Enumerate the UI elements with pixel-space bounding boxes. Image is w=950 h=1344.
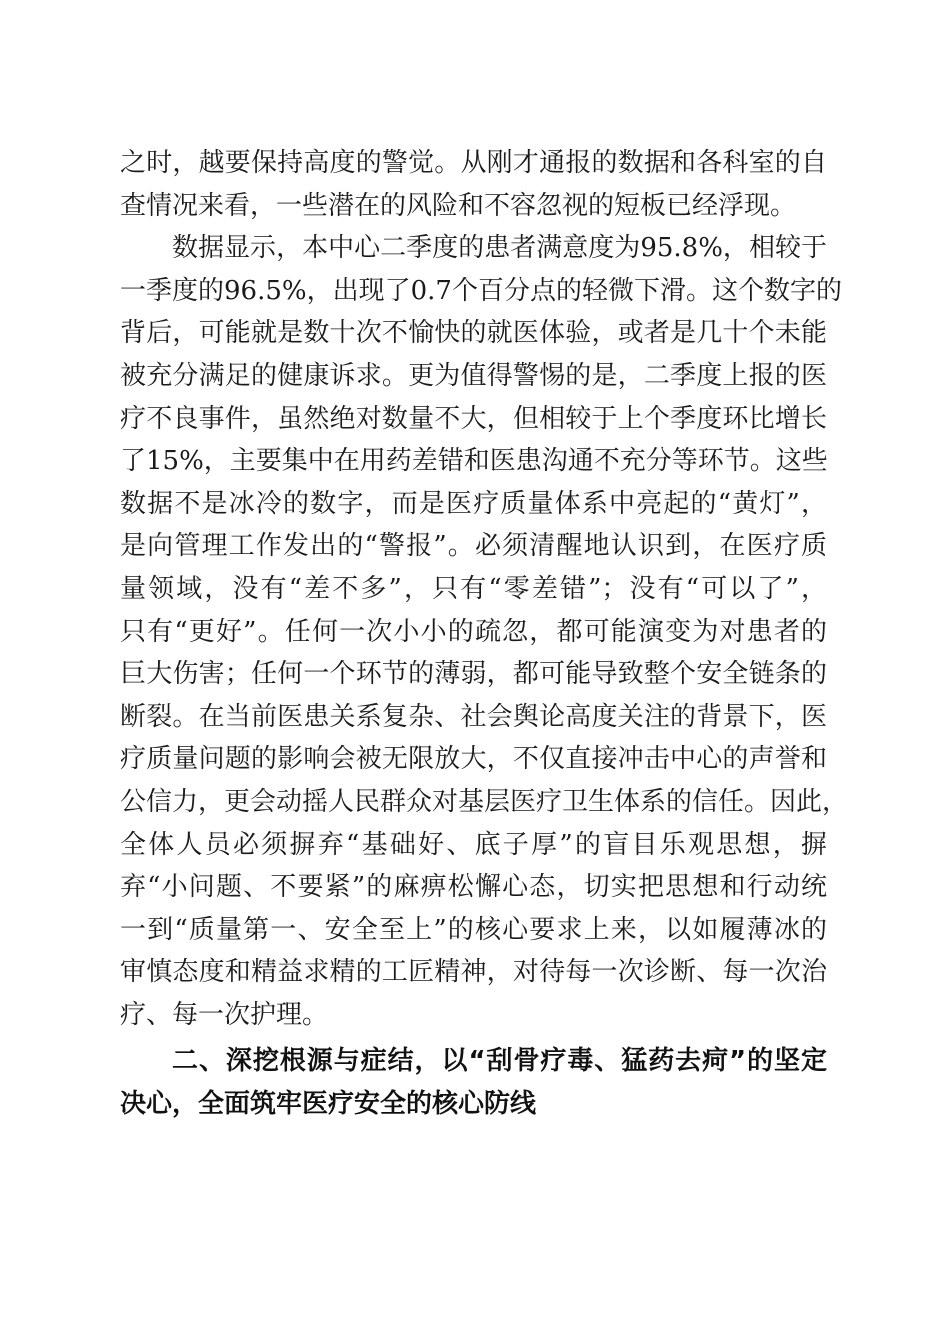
paragraph-line: 数据不是冰冷的数字，而是医疗质量体系中亮起的“黄灯”，: [120, 488, 827, 519]
paragraph-line: 之时，越要保持高度的警觉。从刚才通报的数据和各科室的自: [120, 148, 827, 178]
paragraph-line: 查情况来看，一些潜在的风险和不容忽视的短板已经浮现。: [120, 190, 797, 221]
paragraph-line: 巨大伤害；任何一个环节的薄弱，都可能导致整个安全链条的: [120, 659, 827, 690]
paragraph-line: 疗、每一次护理。: [120, 999, 329, 1030]
paragraph-line: 疗质量问题的影响会被无限放大，不仅直接冲击中心的声誉和: [120, 744, 827, 775]
paragraph-line: 是向管理工作发出的“警报”。必须清醒地认识到，在医疗质: [120, 531, 827, 562]
paragraph-line: 只有“更好”。任何一次小小的疏忽，都可能演变为对患者的: [120, 616, 827, 647]
heading-line: 决心，全面筑牢医疗安全的核心防线: [120, 1089, 537, 1120]
paragraph-line: 背后，可能就是数十次不愉快的就医体验，或者是几十个未能: [120, 318, 827, 349]
section-heading-2: [120, 1040, 827, 1125]
paragraph-line: 一季度的96.5%，出现了0.7个百分点的轻微下滑。这个数字的: [120, 275, 842, 306]
paragraph-line: 了15%，主要集中在用药差错和医患沟通不充分等环节。这些: [120, 446, 828, 477]
paragraph-line: 弃“小问题、不要紧”的麻痹松懈心态，切实把思想和行动统: [120, 872, 827, 903]
paragraph-line: 被充分满足的健康诉求。更为值得警惕的是，二季度上报的医: [120, 360, 827, 391]
document-page: [120, 142, 849, 1126]
paragraph-line: 一到“质量第一、安全至上”的核心要求上来，以如履薄冰的: [120, 914, 827, 945]
paragraph-line: 量领域，没有“差不多”，只有“零差错”；没有“可以了”，: [120, 573, 827, 604]
paragraph-2: [120, 227, 849, 1036]
paragraph-line: 公信力，更会动摇人民群众对基层医疗卫生体系的信任。因此，: [120, 786, 849, 817]
paragraph-1: [120, 142, 827, 227]
heading-line: 二、深挖根源与症结，以“刮骨疗毒、猛药去疴”的坚定: [172, 1046, 827, 1077]
paragraph-line: 疗不良事件，虽然绝对数量不大，但相较于上个季度环比增长: [120, 403, 827, 434]
paragraph-line: 审慎态度和精益求精的工匠精神，对待每一次诊断、每一次治: [120, 957, 827, 988]
paragraph-line: 断裂。在当前医患关系复杂、社会舆论高度关注的背景下，医: [120, 701, 827, 732]
paragraph-line: 全体人员必须摒弃“基础好、底子厚”的盲目乐观思想，摒: [120, 829, 827, 860]
paragraph-line: 数据显示，本中心二季度的患者满意度为95.8%，相较于: [172, 233, 827, 264]
